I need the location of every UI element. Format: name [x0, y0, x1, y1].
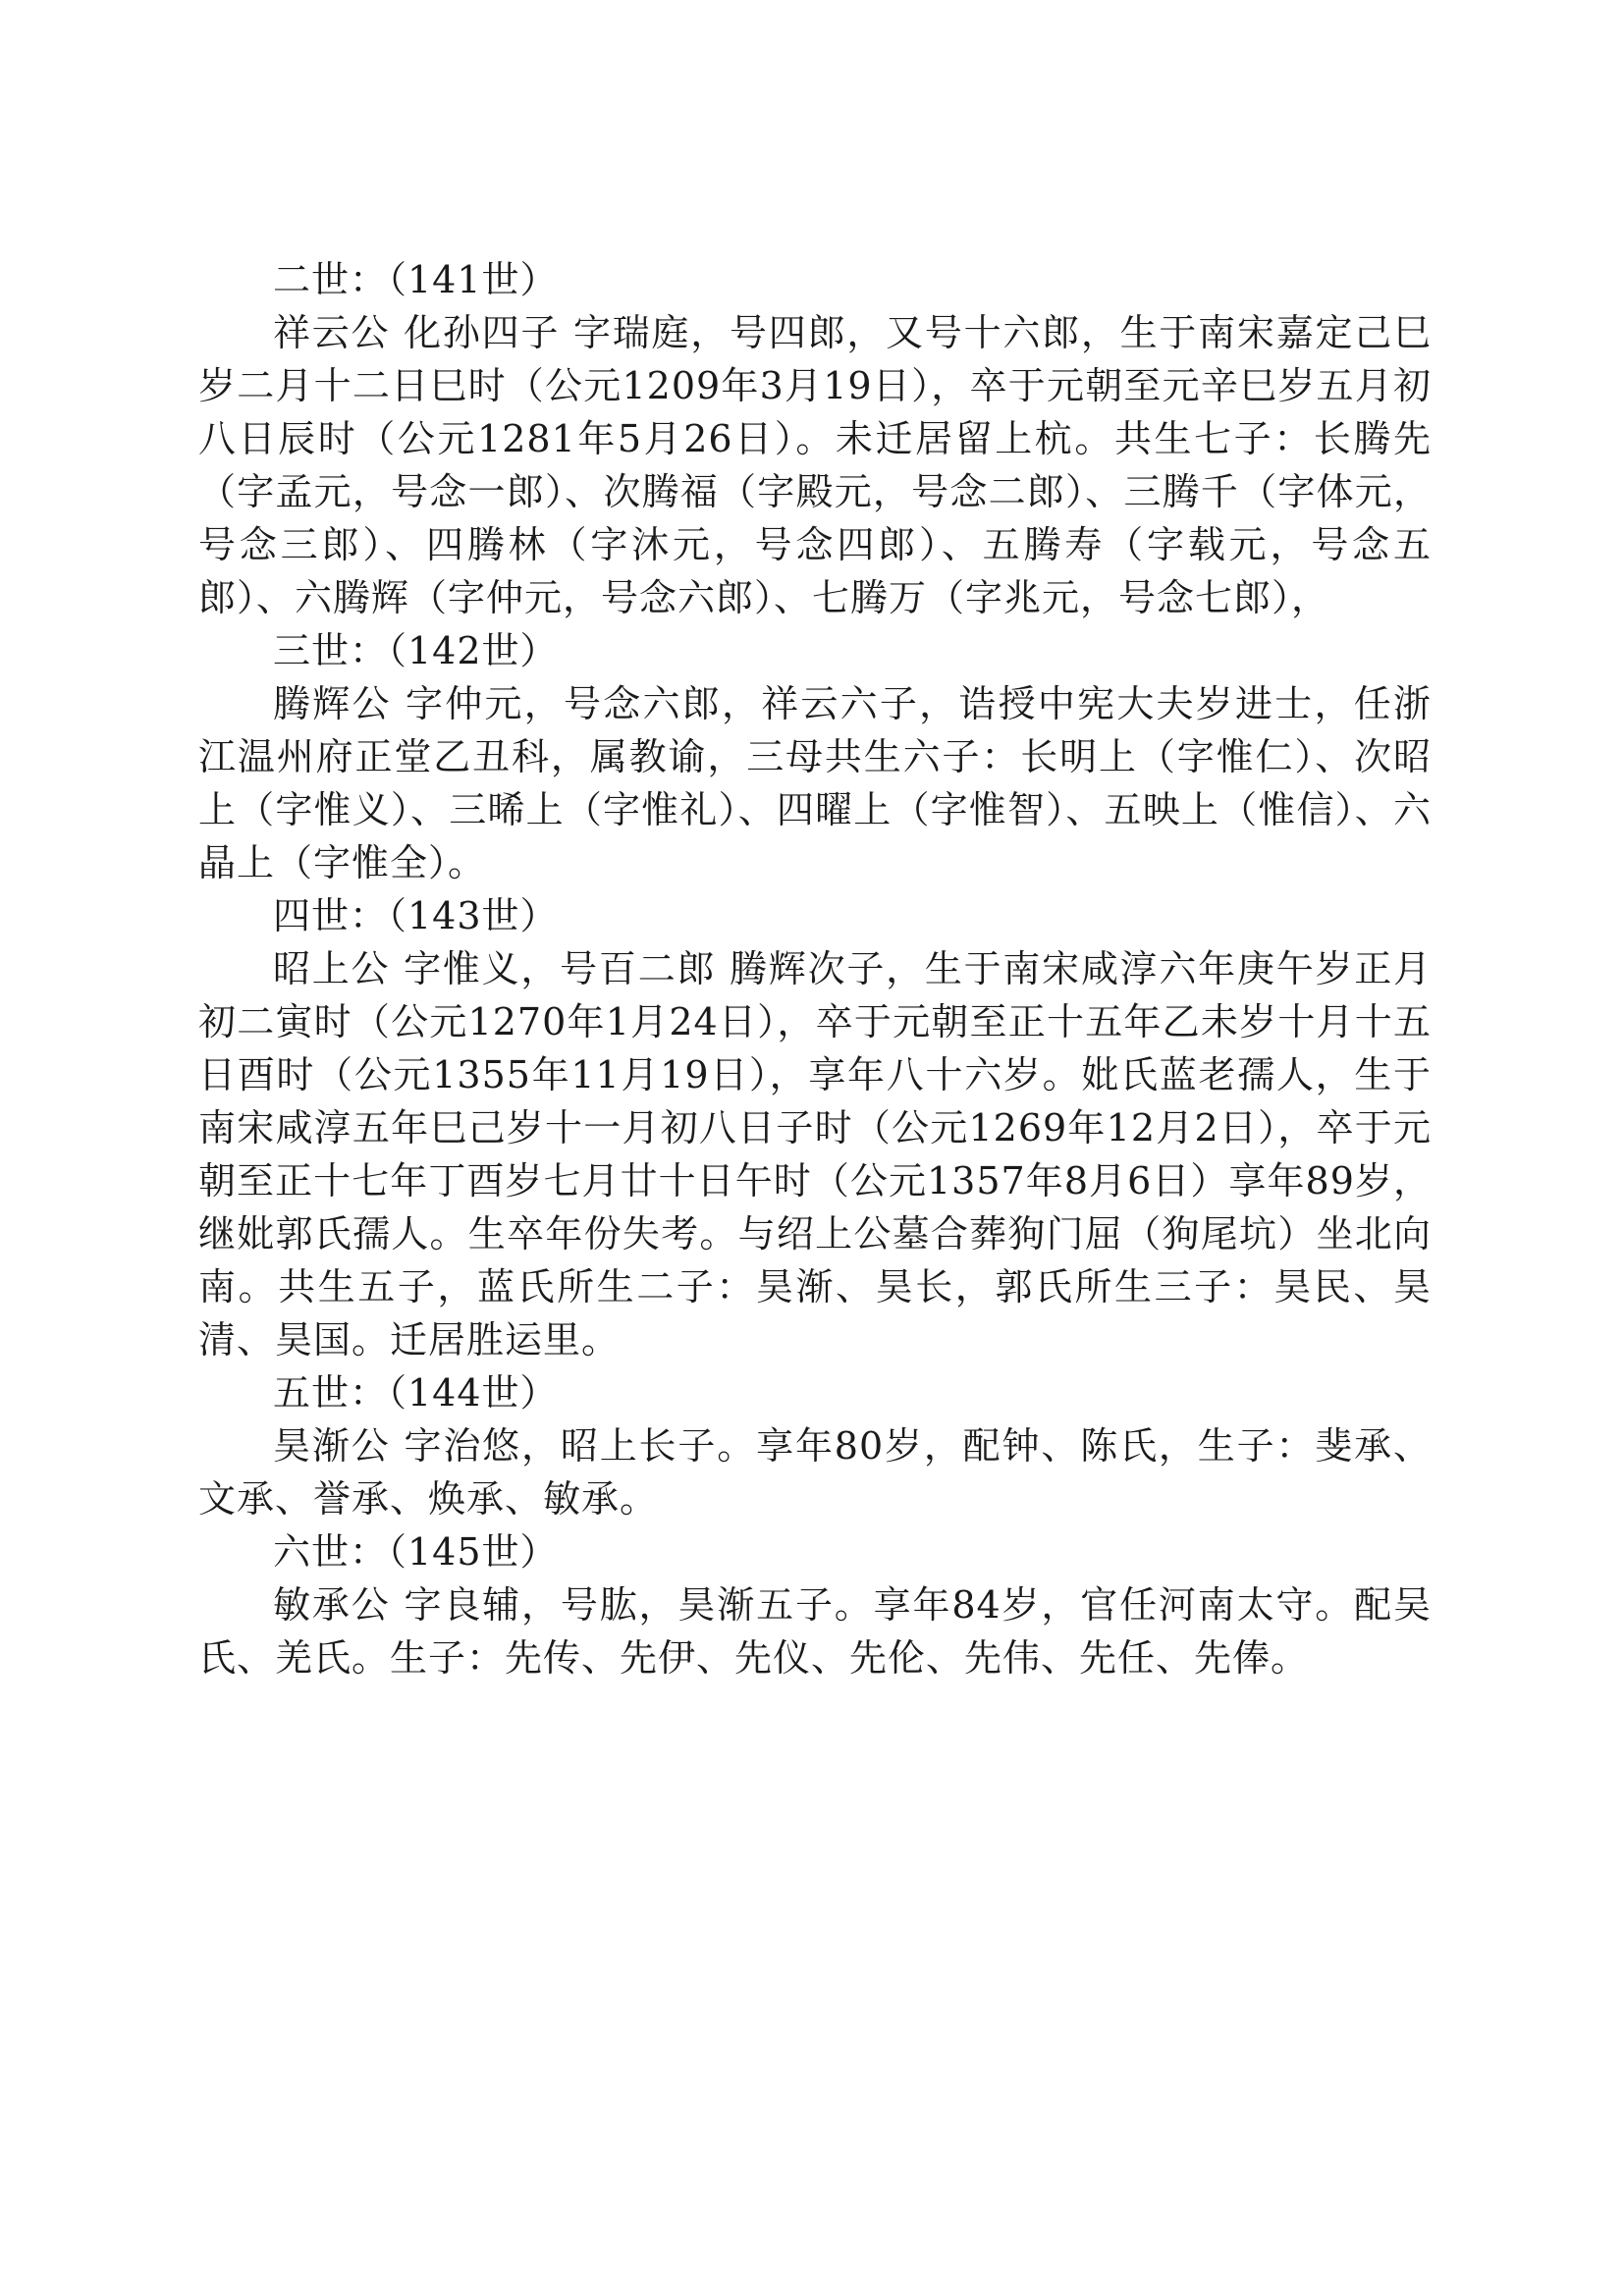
generation-heading-3: 三世：（142世） [273, 629, 559, 672]
generation-entry-2: 祥云公 化孙四子 字瑞庭，号四郎，又号十六郎，生于南宋嘉定己巳岁二月十二日巳时（公元1209年3月19日），卒于元朝至元辛巳岁五月初八日辰时（公元1281年5月26日）。未迁居留上杭。共生七子：长腾先（字孟元，号念一郎）、次腾福（字殿元，号念二郎）、三腾千（字体元，号念三郎）、四腾林（字沐元，号念四郎）、五腾寿（字载元，号念五郎）、六腾辉（字仲元，号念六郎）、七腾万（字兆元，号念七郎）， [198, 311, 1432, 619]
generation-entry-4: 昭上公 字惟义，号百二郎 腾辉次子，生于南宋咸淳六年庚午岁正月初二寅时（公元1270年1月24日），卒于元朝至正十五年乙未岁十月十五日酉时（公元1355年11月19日），享年八十六岁。妣氏蓝老孺人，生于南宋咸淳五年巳己岁十一月初八日子时（公元1269年12月2日），卒于元朝至正十七年丁酉岁七月廿十日午时（公元1357年8月6日）享年89岁，继妣郭氏孺人。生卒年份失考。与绍上公墓合葬狗门屈（狗尾坑）坐北向南。共生五子，蓝氏所生二子：昊渐、昊长，郭氏所生三子：昊民、昊清、昊国。迁居胜运里。 [198, 947, 1432, 1362]
document-body [198, 253, 1432, 1684]
generation-entry-6: 敏承公 字良辅，号肱，昊渐五子。享年84岁，官任河南太守。配吴氏、羌氏。生子：先传、先伊、先仪、先伦、先伟、先任、先俸。 [198, 1583, 1432, 1680]
generation-heading-4: 四世：（143世） [273, 894, 559, 937]
generation-heading-2: 二世：（141世） [273, 258, 559, 301]
generation-entry-3: 腾辉公 字仲元，号念六郎，祥云六子，诰授中宪大夫岁进士，任浙江温州府正堂乙丑科，属教谕，三母共生六子：长明上（字惟仁）、次昭上（字惟义）、三晞上（字惟礼）、四曜上（字惟智）、五映上（惟信）、六晶上（字惟全）。 [198, 682, 1432, 884]
generation-heading-6: 六世：（145世） [273, 1530, 559, 1574]
generation-entry-5: 昊渐公 字治悠，昭上长子。享年80岁，配钟、陈氏，生子：斐承、文承、誉承、焕承、敏承。 [198, 1424, 1432, 1521]
generation-heading-5: 五世：（144世） [273, 1371, 559, 1415]
